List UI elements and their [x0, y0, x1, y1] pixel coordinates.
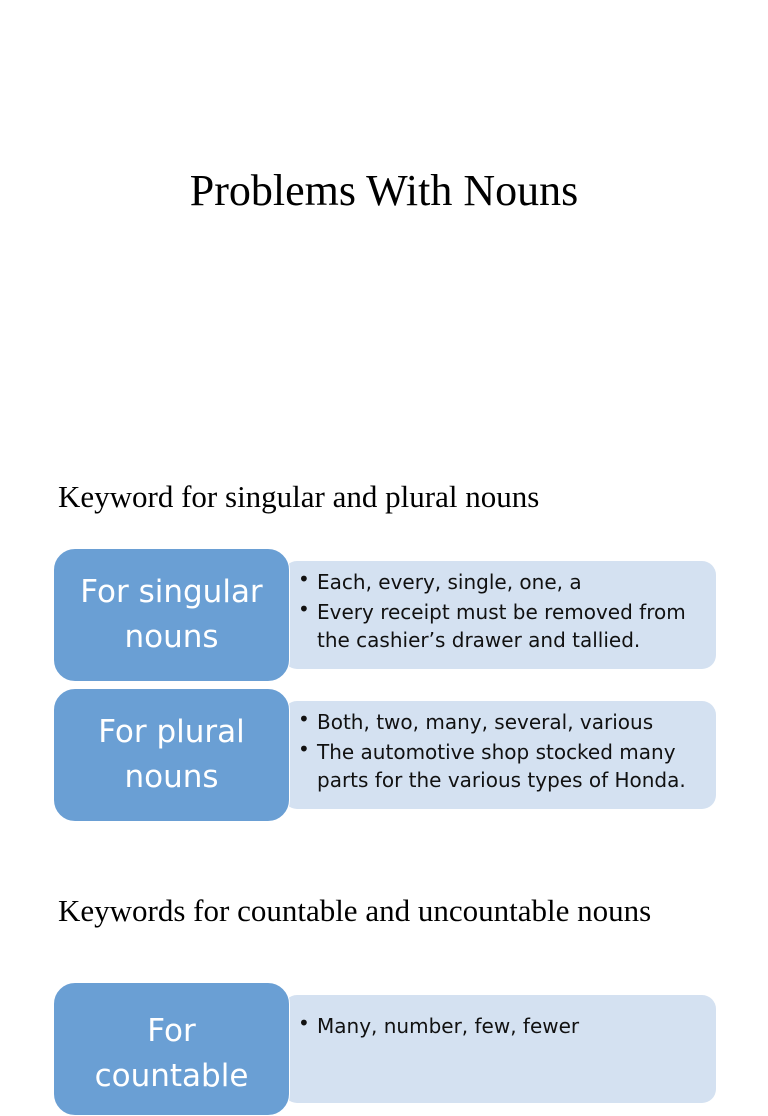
- plural-label: For plural nouns: [98, 714, 245, 795]
- section-heading-countable-uncountable: Keywords for countable and uncountable nouns: [58, 893, 652, 928]
- bullet-item: • The automotive shop stocked many parts for the various types of Honda.: [295, 738, 705, 794]
- bullet-item: • Every receipt must be removed from the cashier’s drawer and tallied.: [295, 598, 705, 654]
- countable-bullet-list: [295, 1012, 705, 1042]
- bullet-item: • Both, two, many, several, various: [295, 708, 705, 736]
- countable-nouns-row: [53, 982, 716, 1116]
- plural-label-badge: [53, 688, 290, 822]
- bullet-item: • Each, every, single, one, a: [295, 568, 705, 596]
- section-heading-singular-plural: Keyword for singular and plural nouns: [58, 479, 540, 514]
- singular-label-badge: [53, 548, 290, 682]
- page-title: Problems With Nouns: [189, 166, 579, 215]
- plural-bullet-list: [295, 708, 705, 796]
- bullet-item: • Many, number, few, fewer: [295, 1012, 705, 1040]
- plural-nouns-row: [53, 688, 716, 822]
- countable-label-badge: [53, 982, 290, 1116]
- singular-bullet-list: [295, 568, 705, 656]
- countable-label: For countable: [94, 1013, 249, 1094]
- singular-label: For singular nouns: [80, 574, 263, 655]
- singular-nouns-row: [53, 548, 716, 682]
